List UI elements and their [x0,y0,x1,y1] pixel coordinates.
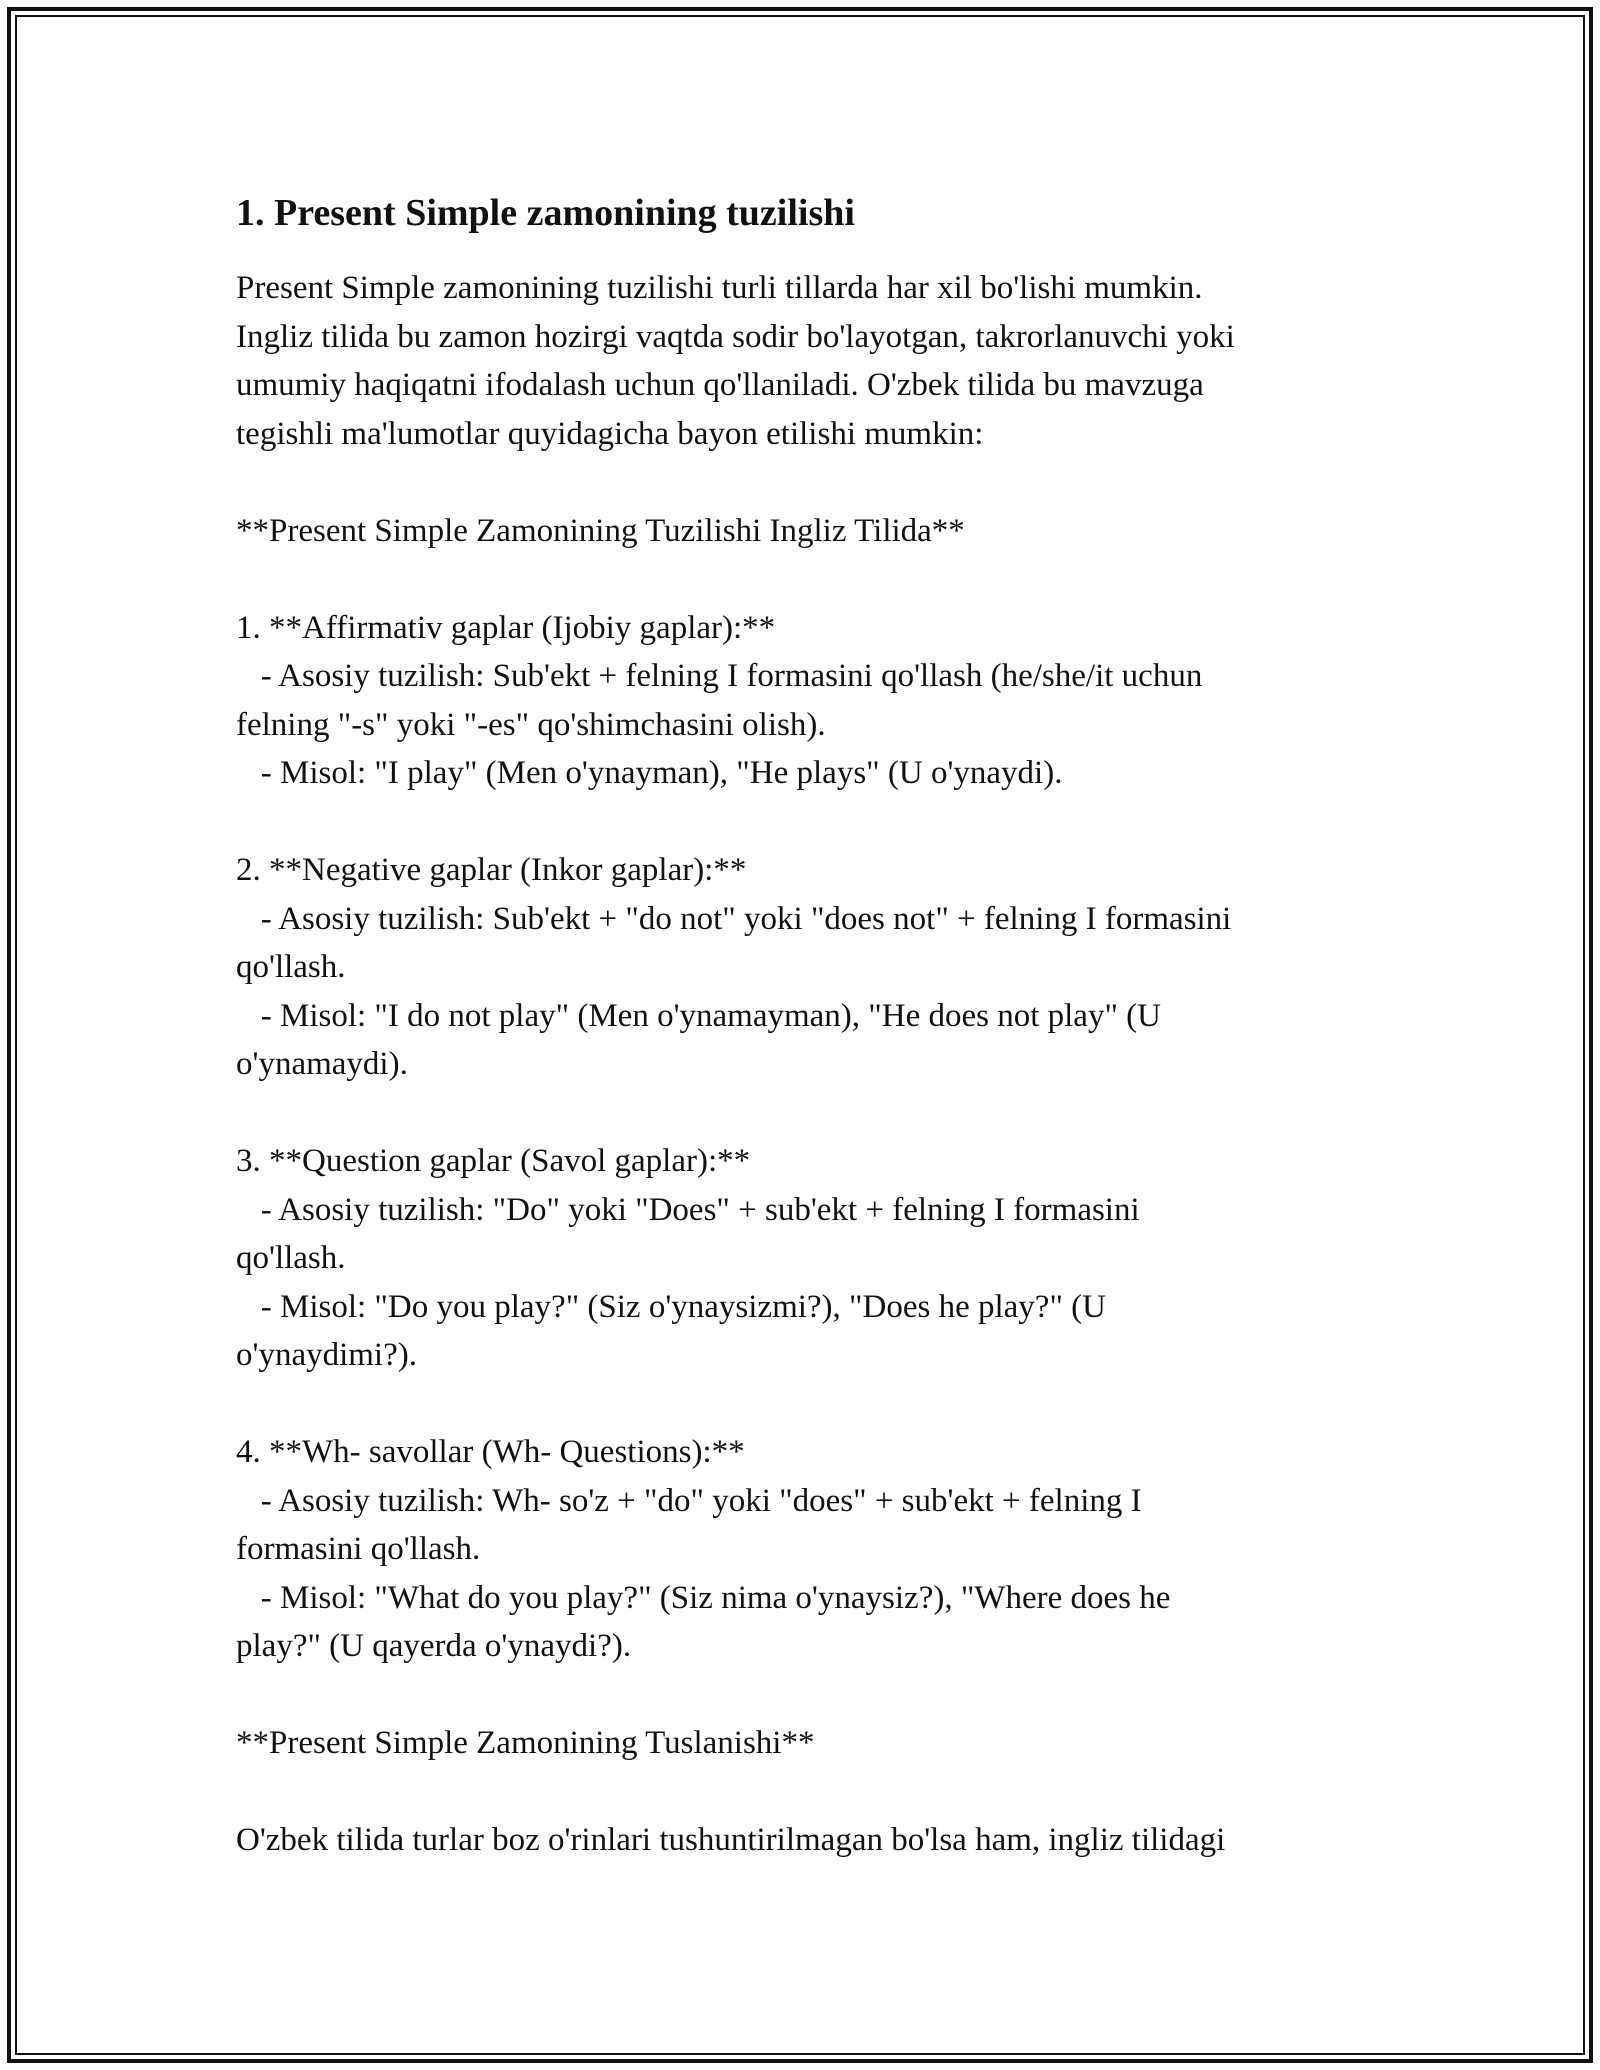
document-title: 1. Present Simple zamonining tuzilishi [236,192,855,234]
document-page [236,184,1366,1865]
document-body: Present Simple zamonining tuzilishi turli tillarda har xil bo'lishi mumkin. Ingliz tilida bu zamon hozirgi vaqtda sodir bo'layotgan, takrorlanuvchi yoki umumiy haqiqatni ifodalash uchun qo'llaniladi. O'zbek tilida bu mavzuga tegishli ma'lumotlar quyidagicha bayon etilishi mumkin: **Present Simple Zamonining Tuzilishi Ingliz Tilida** 1. **Affirmativ gaplar (Ijobiy gaplar):** - Asosiy tuzilish: Sub'ekt + felning I formasini qo'llash (he/she/it uchun felning "-s" yoki "-es" qo'shimchasini olish). - Misol: "I play" (Men o'ynayman), "He plays" (U o'ynaydi). 2. **Negative gaplar (Inkor gaplar):** - Asosiy tuzilish: Sub'ekt + "do not" yoki "does not" + felning I formasini qo'llash. - Misol: "I do not play" (Men o'ynamayman), "He does not play" (U o'ynamaydi). 3. **Question gaplar (Savol gaplar):** - Asosiy tuzilish: "Do" yoki "Does" + sub'ekt + felning I formasini qo'llash. - Misol: "Do you play?" (Siz o'ynaysizmi?), "Does he play?" (U o'ynaydimi?). 4. **Wh- savollar (Wh- Questions):** - Asosiy tuzilish: Wh- so'z + "do" yoki "does" + sub'ekt + felning I formasini qo'llash. - Misol: "What do you play?" (Siz nima o'ynaysiz?), "Where does he play?" (U qayerda o'ynaydi?). **Present Simple Zamonining Tuslanishi** O'zbek tilida turlar boz o'rinlari tushuntirilmagan bo'lsa ham, ingliz tilidagi [236,270,1235,1858]
